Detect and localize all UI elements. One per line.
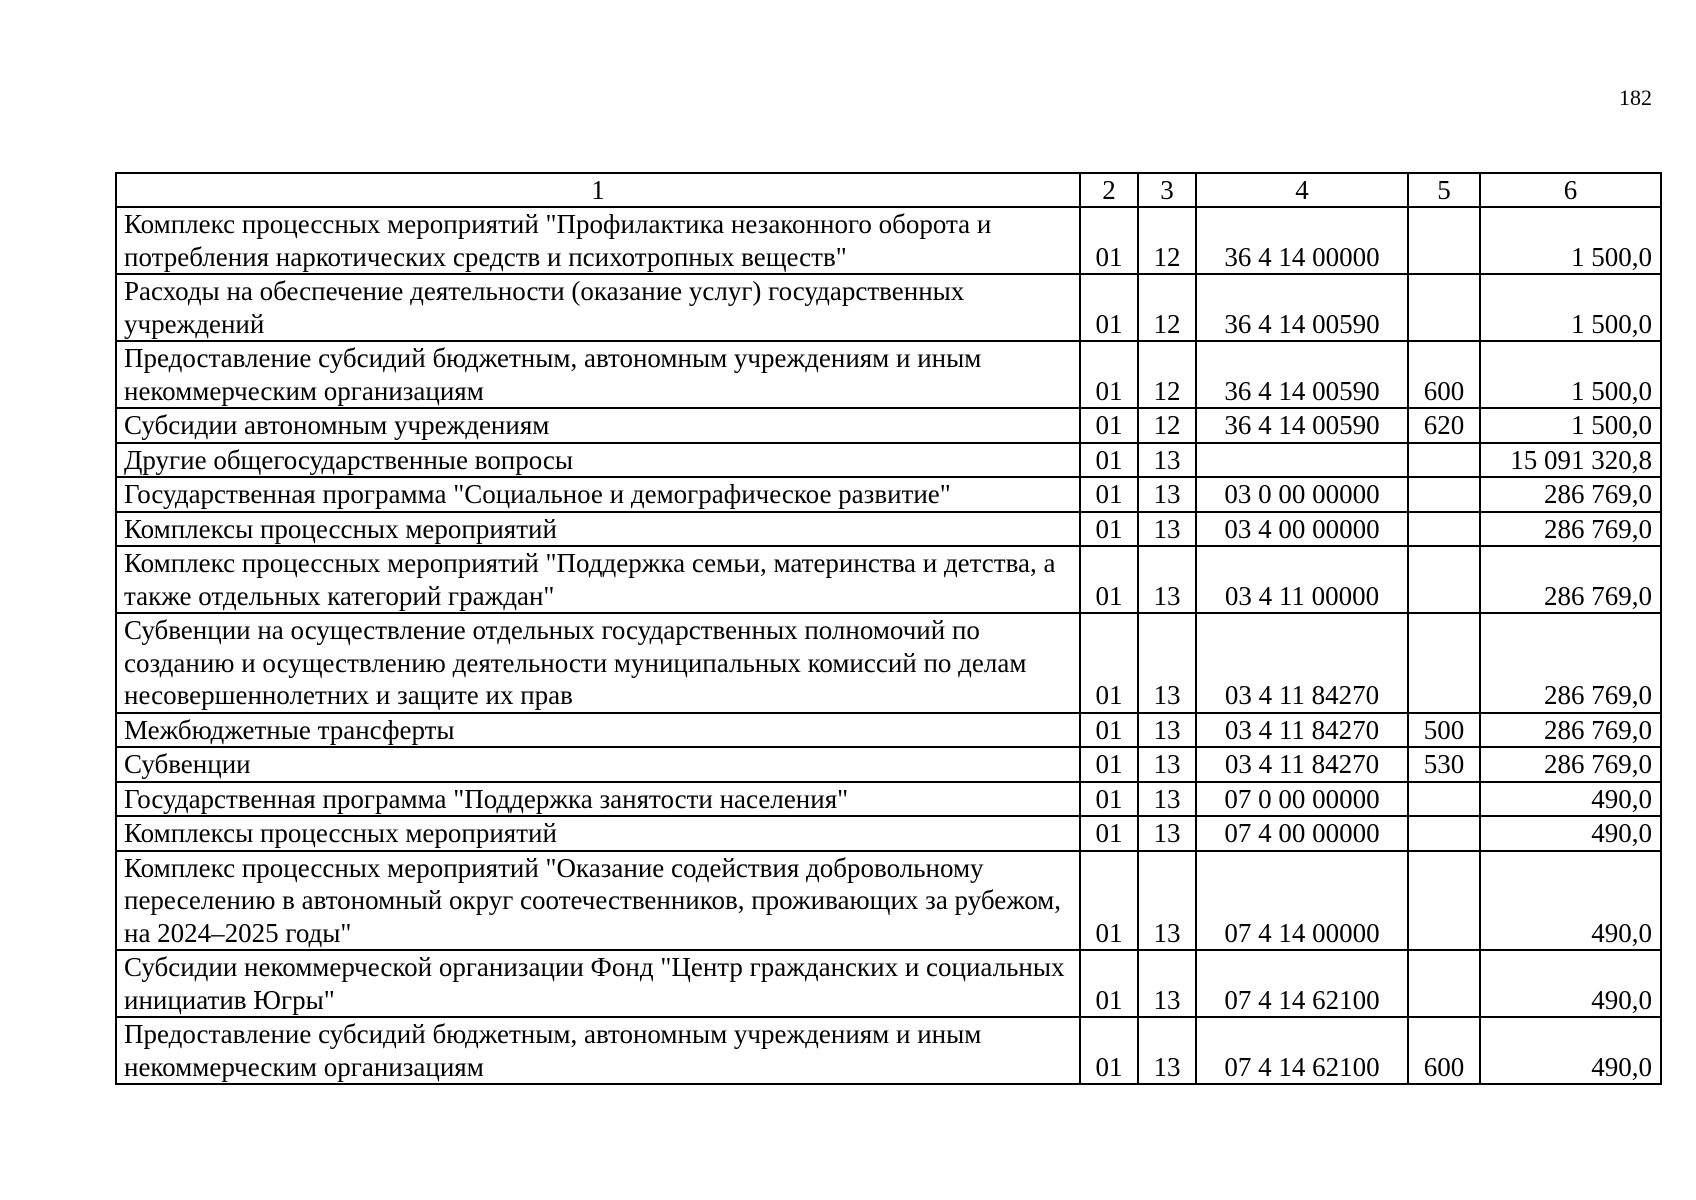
row-target-article: 36 4 14 00000	[1196, 207, 1408, 274]
row-subsection: 13	[1138, 1017, 1196, 1084]
row-name: Межбюджетные трансферты	[116, 713, 1080, 748]
row-section: 01	[1080, 408, 1138, 443]
table-row	[116, 443, 1661, 478]
table-header-row	[116, 173, 1661, 207]
row-name: Расходы на обеспечение деятельности (оказание услуг) государственных учреждений	[116, 274, 1080, 341]
row-subsection: 12	[1138, 207, 1196, 274]
row-target-article: 07 4 14 62100	[1196, 1017, 1408, 1084]
row-subsection: 13	[1138, 443, 1196, 478]
row-target-article: 36 4 14 00590	[1196, 274, 1408, 341]
row-target-article: 03 4 11 84270	[1196, 747, 1408, 782]
row-name: Субвенции	[116, 747, 1080, 782]
row-name: Комплекс процессных мероприятий "Поддержка семьи, материнства и детства, а также отдельных категорий граждан"	[116, 546, 1080, 613]
table-row	[116, 950, 1661, 1017]
row-subsection: 13	[1138, 713, 1196, 748]
row-subsection: 13	[1138, 747, 1196, 782]
row-subsection: 12	[1138, 341, 1196, 408]
row-section: 01	[1080, 782, 1138, 817]
column-header: 6	[1480, 173, 1661, 207]
table-row	[116, 274, 1661, 341]
row-section: 01	[1080, 950, 1138, 1017]
row-amount: 286 769,0	[1480, 477, 1661, 512]
row-subsection: 13	[1138, 782, 1196, 817]
budget-table	[115, 172, 1662, 1085]
row-expense-type	[1408, 443, 1480, 478]
row-expense-type	[1408, 546, 1480, 613]
row-name: Субвенции на осуществление отдельных государственных полномочий по созданию и осуществлению деятельности муниципальных комиссий по делам несовершеннолетних и защите их прав	[116, 613, 1080, 713]
column-header: 3	[1138, 173, 1196, 207]
row-subsection: 13	[1138, 512, 1196, 547]
table-row	[116, 816, 1661, 851]
row-name: Комплекс процессных мероприятий "Профилактика незаконного оборота и потребления наркотических средств и психотропных веществ"	[116, 207, 1080, 274]
table-row	[116, 341, 1661, 408]
row-name: Другие общегосударственные вопросы	[116, 443, 1080, 478]
row-name: Предоставление субсидий бюджетным, автономным учреждениям и иным некоммерческим организациям	[116, 341, 1080, 408]
row-section: 01	[1080, 816, 1138, 851]
row-amount: 286 769,0	[1480, 613, 1661, 713]
row-expense-type	[1408, 613, 1480, 713]
row-expense-type	[1408, 207, 1480, 274]
row-target-article: 07 4 14 00000	[1196, 851, 1408, 951]
table-row	[116, 546, 1661, 613]
table-row	[116, 713, 1661, 748]
row-name: Предоставление субсидий бюджетным, автономным учреждениям и иным некоммерческим организациям	[116, 1017, 1080, 1084]
row-target-article: 03 4 11 84270	[1196, 713, 1408, 748]
row-subsection: 13	[1138, 816, 1196, 851]
row-section: 01	[1080, 1017, 1138, 1084]
column-header: 5	[1408, 173, 1480, 207]
column-header: 1	[116, 173, 1080, 207]
table-row	[116, 747, 1661, 782]
row-section: 01	[1080, 477, 1138, 512]
table-row	[116, 1017, 1661, 1084]
row-name: Комплекс процессных мероприятий "Оказание содействия добровольному переселению в автономный округ соотечественников, проживающих за рубежом, на 2024–2025 годы"	[116, 851, 1080, 951]
table-row	[116, 782, 1661, 817]
row-section: 01	[1080, 512, 1138, 547]
page-number: 182	[1619, 85, 1652, 110]
row-amount: 490,0	[1480, 1017, 1661, 1084]
row-subsection: 13	[1138, 851, 1196, 951]
table-row	[116, 477, 1661, 512]
row-subsection: 12	[1138, 274, 1196, 341]
row-name: Государственная программа "Социальное и демографическое развитие"	[116, 477, 1080, 512]
row-section: 01	[1080, 851, 1138, 951]
row-section: 01	[1080, 274, 1138, 341]
row-amount: 286 769,0	[1480, 546, 1661, 613]
row-section: 01	[1080, 747, 1138, 782]
row-subsection: 13	[1138, 950, 1196, 1017]
row-expense-type: 530	[1408, 747, 1480, 782]
row-subsection: 13	[1138, 477, 1196, 512]
row-amount: 15 091 320,8	[1480, 443, 1661, 478]
row-expense-type	[1408, 274, 1480, 341]
row-subsection: 13	[1138, 546, 1196, 613]
row-expense-type: 600	[1408, 1017, 1480, 1084]
row-target-article: 07 4 14 62100	[1196, 950, 1408, 1017]
row-expense-type	[1408, 950, 1480, 1017]
row-name: Комплексы процессных мероприятий	[116, 816, 1080, 851]
row-section: 01	[1080, 713, 1138, 748]
table-row	[116, 613, 1661, 713]
row-expense-type	[1408, 851, 1480, 951]
row-amount: 286 769,0	[1480, 713, 1661, 748]
row-expense-type	[1408, 816, 1480, 851]
row-amount: 490,0	[1480, 816, 1661, 851]
row-amount: 490,0	[1480, 950, 1661, 1017]
row-amount: 286 769,0	[1480, 747, 1661, 782]
table-body	[116, 207, 1661, 1084]
row-expense-type: 500	[1408, 713, 1480, 748]
row-target-article: 36 4 14 00590	[1196, 408, 1408, 443]
row-amount: 1 500,0	[1480, 408, 1661, 443]
row-target-article: 07 0 00 00000	[1196, 782, 1408, 817]
row-amount: 286 769,0	[1480, 512, 1661, 547]
row-target-article: 07 4 00 00000	[1196, 816, 1408, 851]
row-expense-type: 620	[1408, 408, 1480, 443]
table-row	[116, 851, 1661, 951]
row-amount: 490,0	[1480, 782, 1661, 817]
column-header: 2	[1080, 173, 1138, 207]
row-name: Субсидии некоммерческой организации Фонд "Центр гражданских и социальных инициатив Югры"	[116, 950, 1080, 1017]
row-subsection: 13	[1138, 613, 1196, 713]
row-expense-type	[1408, 512, 1480, 547]
row-name: Государственная программа "Поддержка занятости населения"	[116, 782, 1080, 817]
table-row	[116, 207, 1661, 274]
row-section: 01	[1080, 341, 1138, 408]
row-target-article: 03 4 00 00000	[1196, 512, 1408, 547]
table-row	[116, 408, 1661, 443]
row-amount: 1 500,0	[1480, 341, 1661, 408]
row-section: 01	[1080, 443, 1138, 478]
row-amount: 490,0	[1480, 851, 1661, 951]
row-name: Комплексы процессных мероприятий	[116, 512, 1080, 547]
row-expense-type	[1408, 477, 1480, 512]
row-target-article: 03 4 11 84270	[1196, 613, 1408, 713]
row-target-article	[1196, 443, 1408, 478]
row-name: Субсидии автономным учреждениям	[116, 408, 1080, 443]
row-section: 01	[1080, 546, 1138, 613]
row-section: 01	[1080, 207, 1138, 274]
row-target-article: 03 0 00 00000	[1196, 477, 1408, 512]
row-target-article: 36 4 14 00590	[1196, 341, 1408, 408]
row-expense-type: 600	[1408, 341, 1480, 408]
row-expense-type	[1408, 782, 1480, 817]
row-subsection: 12	[1138, 408, 1196, 443]
row-amount: 1 500,0	[1480, 274, 1661, 341]
row-amount: 1 500,0	[1480, 207, 1661, 274]
row-section: 01	[1080, 613, 1138, 713]
row-target-article: 03 4 11 00000	[1196, 546, 1408, 613]
table-row	[116, 512, 1661, 547]
column-header: 4	[1196, 173, 1408, 207]
